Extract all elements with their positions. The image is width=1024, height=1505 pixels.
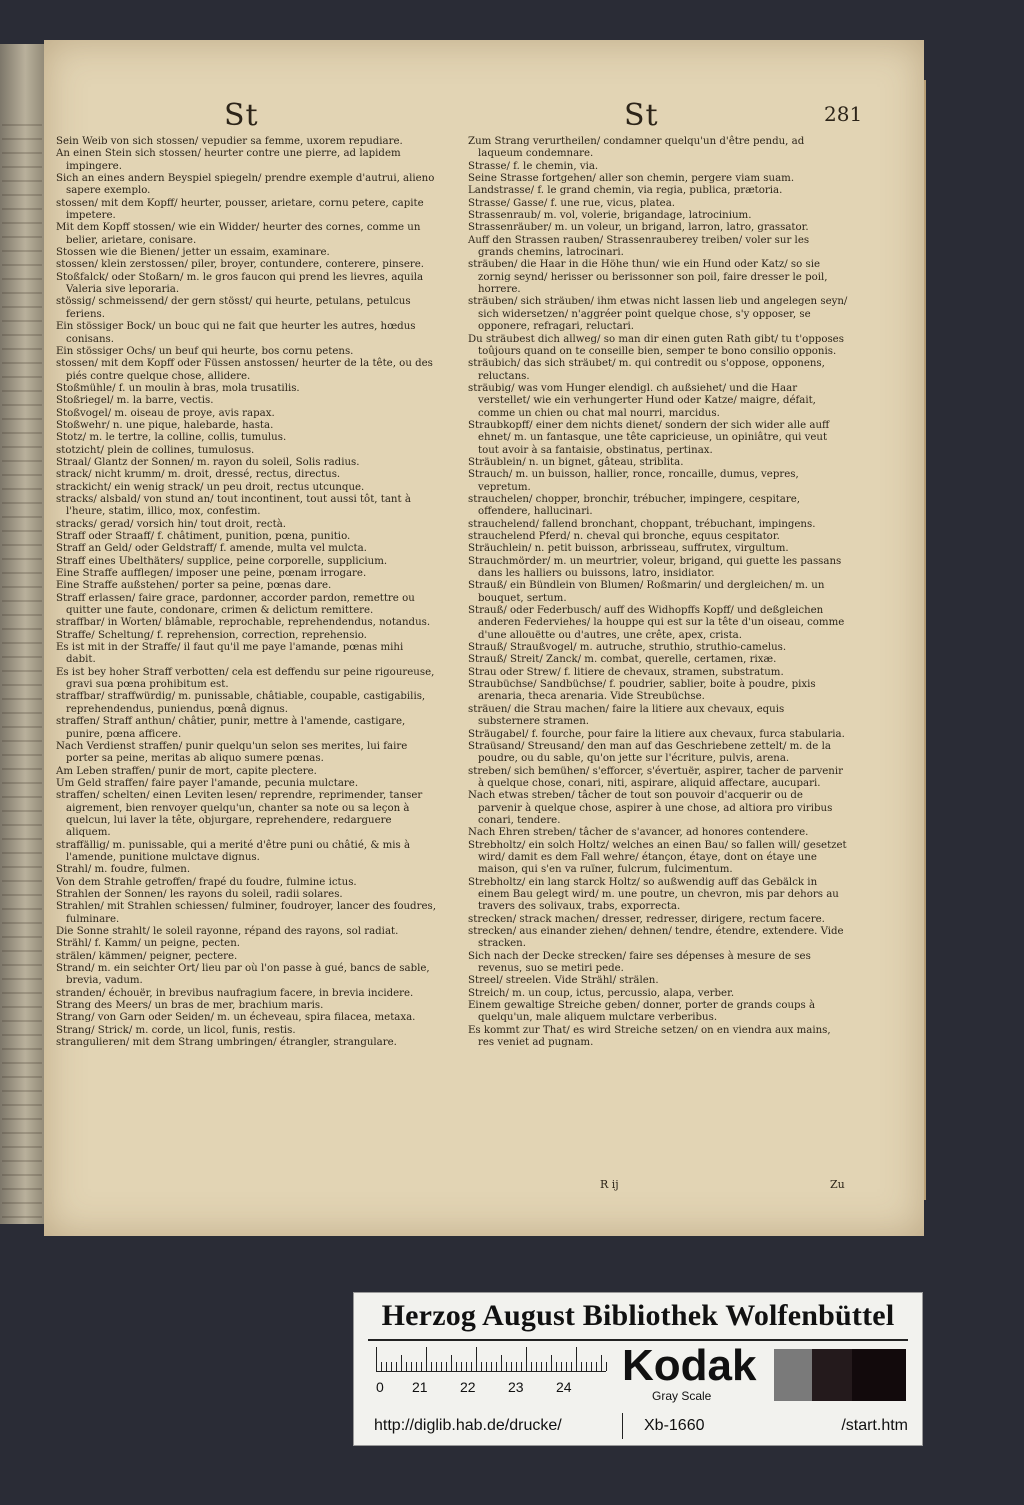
dictionary-entry: strangulieren/ mit dem Strang umbringen/ étrangler, strangulare.	[56, 1037, 397, 1049]
dictionary-entry: Streich/ m. un coup, ictus, percussio, alapa, verber.	[468, 987, 735, 999]
ruler-tick	[426, 1347, 427, 1371]
ruler-tick	[471, 1362, 472, 1371]
dictionary-entry: sträuen/ die Strau machen/ faire la litiere aux chevaux, equis substernere stramen.	[468, 703, 785, 728]
ruler-tick	[501, 1355, 502, 1371]
dictionary-entry: Mit dem Kopff stossen/ wie ein Widder/ heurter des cornes, comme un belier, arietare, conisare.	[56, 222, 421, 246]
gray-swatch-dark	[812, 1349, 852, 1401]
ruler-tick	[586, 1362, 587, 1371]
dictionary-entry: strälen/ kämmen/ peigner, pectere.	[56, 950, 238, 962]
dictionary-entry: Stoßfalck/ oder Stoßarn/ m. le gros faucon qui prend les lievres, aquila Valeria sive leporaria.	[56, 271, 424, 296]
ruler-tick	[396, 1362, 397, 1371]
dictionary-entry: Straff erlassen/ faire grace, pardonner, accorder pardon, remettre ou quitter une faute, condonare, crimen & delictum remittere.	[56, 592, 415, 617]
ruler-tick	[571, 1362, 572, 1371]
dictionary-entry: stracks/ gerad/ vorsich hin/ tout droit, rectà.	[56, 518, 287, 530]
ruler-tick	[391, 1362, 392, 1371]
dictionary-entry: Strauchmörder/ m. un meurtrier, voleur, brigand, qui guette les passans dans les halliers ou buissons, latro, insidiator.	[468, 555, 842, 580]
ruler-tick	[456, 1362, 457, 1371]
dictionary-entry: Strassenräuber/ m. un voleur, un brigand, larron, latro, grassator.	[468, 222, 809, 234]
dictionary-entry: Sein Weib von sich stossen/ vepudier sa femme, uxorem repudiare.	[56, 136, 403, 147]
ruler-tick	[596, 1362, 597, 1371]
ruler-tick	[481, 1362, 482, 1371]
ruler-tick	[381, 1362, 382, 1371]
dictionary-entry: Straffe/ Scheltung/ f. reprehension, correction, reprehensio.	[56, 629, 367, 641]
ruler-tick	[496, 1362, 497, 1371]
dictionary-entry: Sich nach der Decke strecken/ faire ses dépenses à mesure de ses revenus, suo se metiri pede.	[468, 950, 811, 975]
catchword: Zu	[830, 1178, 845, 1191]
ruler-tick	[491, 1362, 492, 1371]
dictionary-entry: Ein stössiger Bock/ un bouc qui ne fait que heurter les autres, hœdus conisans.	[56, 321, 416, 345]
dictionary-entry: Strebholtz/ ein lang starck Holtz/ so außwendig auff das Gebälck in einem Bau gelegt wird/ m. une poutre, un chevron, mis par dehors au travers des solivaux, trabs, exporrecta.	[468, 876, 839, 913]
dictionary-entry: Zum Strang verurtheilen/ condamner quelqu'un d'être pendu, ad laqueum condemnare.	[468, 136, 805, 160]
running-head-right: St	[624, 98, 659, 133]
dictionary-entry: Strang/ von Garn oder Seiden/ m. un écheveau, spira filacea, metaxa.	[56, 1012, 416, 1024]
dictionary-entry: straffbar/ in Worten/ blâmable, reprochable, reprehendendus, notandus.	[56, 617, 431, 629]
ruler-tick	[451, 1355, 452, 1371]
dictionary-entry: straffen/ schelten/ einen Leviten lesen/ reprendre, reprimender, tanser aigrement, bien renvoyer quelqu'un, chanter sa note ou sa leçon à quelcun, lui laver la tête, objurgare, reprehendere, redarguere aliquem.	[56, 790, 423, 839]
ruler-tick	[551, 1355, 552, 1371]
dictionary-entry: Von dem Strahle getroffen/ frapé du foudre, fulmine ictus.	[56, 876, 357, 888]
dictionary-entry: strauchelend Pferd/ n. cheval qui bronche, equus cespitator.	[468, 531, 780, 542]
dictionary-entry: Landstrasse/ f. le grand chemin, via regia, publica, prætoria.	[468, 185, 783, 197]
ruler-tick	[431, 1362, 432, 1371]
dictionary-entry: straffen/ Straff anthun/ châtier, punir, mettre à l'amende, castigare, punire, pœna afficere.	[56, 716, 406, 740]
scanned-page	[44, 40, 924, 1236]
ruler-tick	[606, 1362, 607, 1371]
dictionary-entry: Strauß/ Straußvogel/ m. autruche, struthio, struthio-camelus.	[468, 642, 787, 654]
ruler-tick	[541, 1362, 542, 1371]
dictionary-entry: Straüsand/ Streusand/ den man auf das Geschriebene zettelt/ m. de la poudre, ou du sable, qu'on jette sur l'écriture, pulvis, arena.	[468, 740, 831, 765]
ruler-tick	[556, 1362, 557, 1371]
ruler-tick	[576, 1347, 577, 1371]
dictionary-entry: stracks/ alsbald/ von stund an/ tout incontinent, tout aussi tôt, tant à l'heure, statim, illico, mox, confestim.	[56, 493, 411, 518]
ruler-tick	[421, 1362, 422, 1371]
ruler-tick	[521, 1362, 522, 1371]
dictionary-entry: Strand/ m. ein seichter Ort/ lieu par où l'on passe à gué, bancs de sable, brevia, vadum.	[56, 963, 430, 987]
dictionary-entry: Du sträubest dich allweg/ so man dir einen guten Rath gibt/ tu t'opposes toûjours quand on te conseille bien, semper te bono consilio opponis.	[468, 333, 844, 357]
dictionary-entry: stranden/ échouër, in brevibus naufragium facere, in brevia incidere.	[56, 987, 414, 999]
dictionary-entry: Strau oder Strew/ f. litiere de chevaux, stramen, substratum.	[468, 666, 784, 678]
kodak-target-card	[353, 1292, 923, 1446]
dictionary-entry: Es ist mit in der Straffe/ il faut qu'il me paye l'amande, pœnas mihi dabit.	[56, 642, 404, 666]
dictionary-entry: Strahl/ m. foudre, fulmen.	[56, 864, 191, 876]
dictionary-entry: Straff oder Straaff/ f. châtiment, punition, pœna, punitio.	[56, 531, 351, 542]
dictionary-entry: Ein stössiger Ochs/ un beuf qui heurte, bos cornu petens.	[56, 345, 354, 357]
dictionary-entry: Strähl/ f. Kamm/ un peigne, pecten.	[56, 938, 241, 950]
adjacent-page-edge	[0, 44, 46, 1224]
ruler-label: 24	[556, 1379, 572, 1395]
dictionary-entry: sträubig/ was vom Hunger elendigl. ch außsiehet/ und die Haar verstellet/ wie ein verhungerter Hund oder Katze/ maigre, défait, comme un chien ou chat mal nourri, marcidus.	[468, 382, 816, 419]
dictionary-entry: Es kommt zur That/ es wird Streiche setzen/ on en viendra aux mains, res veniet ad pugnam.	[468, 1024, 831, 1049]
start-path: /start.htm	[841, 1417, 908, 1434]
dictionary-entry: Um Geld straffen/ faire payer l'amande, pecunia mulctare.	[56, 777, 359, 789]
dictionary-entry: Strauß/ ein Bündlein von Blumen/ Roßmarin/ und dergleichen/ m. un bouquet, sertum.	[468, 580, 825, 604]
ruler-tick	[516, 1362, 517, 1371]
dictionary-entry: strack/ nicht krumm/ m. droit, dressé, rectus, directus.	[56, 469, 341, 481]
dictionary-entry: Stotz/ m. le tertre, la colline, collis, tumulus.	[56, 432, 287, 444]
url-separator	[622, 1413, 623, 1439]
dictionary-entry: Strahlen/ mit Strahlen schiessen/ fulminer, foudroyer, lancer des foudres, fulminare.	[56, 901, 436, 925]
dictionary-entry: Stoßwehr/ n. une pique, halebarde, hasta.	[56, 419, 274, 431]
dictionary-entry: Auff den Strassen rauben/ Strassenrauberey treiben/ voler sur les grands chemins, latrocinari.	[468, 234, 810, 259]
ruler-label: 0	[376, 1379, 384, 1395]
dictionary-entry: Strang/ Strick/ m. corde, un licol, funis, restis.	[56, 1024, 296, 1036]
dictionary-entry: Nach etwas streben/ tâcher de tout son pouvoir d'acquerir ou de parvenir à quelque chose, aspirer à une chose, ad altiora pro viribus conari, tendere.	[468, 790, 833, 826]
dictionary-entry: Es ist bey hoher Straff verbotten/ cela est deffendu sur peine rigoureuse, gravi sua pœna prohibitum est.	[56, 666, 435, 691]
dictionary-entry: Strahlen der Sonnen/ les rayons du soleil, radii solares.	[56, 888, 343, 900]
dictionary-entry: Sträugabel/ f. fourche, pour faire la litiere aux chevaux, furca stabularia.	[468, 728, 845, 740]
url-bar	[354, 1405, 922, 1445]
dictionary-entry: stossen/ klein zerstossen/ piler, broyer, contundere, conterere, pinsere.	[56, 259, 425, 271]
ruler-tick	[476, 1347, 477, 1371]
ruler-tick	[461, 1362, 462, 1371]
gray-swatch-black	[852, 1349, 906, 1401]
gray-swatch-mid	[774, 1349, 812, 1401]
dictionary-entry: Einem gewaltige Streiche geben/ donner, porter de grands coups à quelqu'un, male aliquem mulctare verberibus.	[468, 1000, 816, 1024]
dictionary-entry: Strauch/ m. un buisson, hallier, ronce, roncaille, dumus, vepres, vepretum.	[468, 469, 799, 493]
left-column	[56, 136, 436, 1049]
dictionary-entry: Stoßmühle/ f. un moulin à bras, mola trusatilis.	[56, 382, 300, 394]
ruler-labels	[376, 1379, 616, 1395]
dictionary-entry: strecken/ strack machen/ dresser, redresser, dirigere, rectum facere.	[468, 913, 825, 925]
dictionary-entry: Nach Verdienst straffen/ punir quelqu'un selon ses merites, lui faire porter sa peine, meritas ab aliquo sumere pœnas.	[56, 740, 408, 765]
ruler-tick	[466, 1362, 467, 1371]
dictionary-entry: straffällig/ m. punissable, qui a merité d'être puni ou châtié, & mis à l'amende, punitione mulctave dignus.	[56, 839, 411, 863]
adjacent-page-text	[2, 124, 42, 1224]
ruler-label: 22	[460, 1379, 476, 1395]
dictionary-entry: Eine Straffe außstehen/ porter sa peine, pœnas dare.	[56, 580, 332, 592]
ruler-tick	[441, 1362, 442, 1371]
ruler-tick	[531, 1362, 532, 1371]
dictionary-entry: Sich an eines andern Beyspiel spiegeln/ prendre exemple d'autrui, alieno sapere exemplo.	[56, 173, 435, 197]
dictionary-entry: Streel/ streelen. Vide Strähl/ strälen.	[468, 975, 659, 987]
dictionary-entry: Straubüchse/ Sandbüchse/ f. poudrier, sablier, boite à poudre, pixis arenaria, theca arenaria. Vide Streubüchse.	[468, 679, 816, 703]
dictionary-entry: Straubkopff/ einer dem nichts dienet/ sondern der sich wider alle auff ehnet/ m. un fantasque, une tête capricieuse, un opiniâtre, qui veut tout avoir à sa fantaisie, obstinatus, pertinax.	[468, 419, 830, 456]
running-head-left: St	[224, 98, 259, 133]
ruler-tick	[386, 1362, 387, 1371]
kodak-logo: Kodak	[622, 1341, 757, 1390]
ruler-tick	[581, 1362, 582, 1371]
ruler-tick	[506, 1362, 507, 1371]
dictionary-entry: strauchelend/ fallend bronchant, choppant, trébuchant, impingens.	[468, 518, 816, 530]
dictionary-entry: Eine Straffe aufflegen/ imposer une peine, pœnam irrogare.	[56, 568, 367, 580]
dictionary-entry: stotzicht/ plein de collines, tumulosus.	[56, 444, 255, 456]
dictionary-entry: Strasse/ f. le chemin, via.	[468, 160, 599, 172]
dictionary-entry: stossen/ mit dem Kopff/ heurter, pousser, arietare, cornu petere, capite impetere.	[56, 197, 424, 222]
dictionary-entry: Strassenraub/ m. vol, volerie, brigandage, latrocinium.	[468, 210, 752, 222]
source-url: http://diglib.hab.de/drucke/	[374, 1417, 562, 1434]
dictionary-entry: Straff an Geld/ oder Geldstraff/ f. amende, multa vel mulcta.	[56, 543, 367, 555]
ruler-tick	[526, 1347, 527, 1371]
dictionary-entry: streben/ sich bemühen/ s'efforcer, s'évertuër, aspirer, tacher de parvenir à quelque chose, conari, niti, aspirare, aliquid affectare, aucupari.	[468, 765, 843, 789]
ruler-tick	[416, 1362, 417, 1371]
dictionary-entry: strackicht/ ein wenig strack/ un peu droit, rectus utcunque.	[56, 481, 365, 493]
right-column	[468, 136, 848, 1049]
dictionary-entry: sträuben/ sich sträuben/ ihm etwas nicht lassen lieb und angelegen seyn/ sich widersetzen/ n'aggréer point quelque chose, s'y opposer, se opponere, refragari, reluctari.	[468, 296, 848, 333]
ruler-scale	[376, 1345, 606, 1372]
dictionary-entry: Strauß/ Streit/ Zanck/ m. combat, querelle, certamen, rixæ.	[468, 654, 777, 666]
dictionary-entry: stossen/ mit dem Kopff oder Füssen anstossen/ heurter de la tête, ou des piés contre quelque chose, allidere.	[56, 358, 433, 382]
ruler-tick	[591, 1362, 592, 1371]
ruler-label: 21	[412, 1379, 428, 1395]
ruler-label: 23	[508, 1379, 524, 1395]
dictionary-entry: strecken/ aus einander ziehen/ dehnen/ tendre, étendre, extendere. Vide stracken.	[468, 926, 844, 950]
dictionary-entry: sträubich/ das sich sträubet/ m. qui contredit ou s'oppose, opponens, reluctans.	[468, 358, 825, 382]
ruler-tick	[511, 1362, 512, 1371]
ruler-tick	[446, 1362, 447, 1371]
dictionary-entry: stössig/ schmeissend/ der gern stösst/ qui heurte, petulans, petulcus feriens.	[56, 296, 411, 320]
dictionary-entry: Stoßvogel/ m. oiseau de proye, avis rapax.	[56, 407, 275, 419]
dictionary-entry: sträuben/ die Haar in die Höhe thun/ wie ein Hund oder Katz/ so sie zornig seynd/ herisser ou berissonner son poil, faire dresser le poil, horrere.	[468, 259, 828, 296]
ruler-tick	[561, 1362, 562, 1371]
dictionary-entry: Nach Ehren streben/ tâcher de s'avancer, ad honores contendere.	[468, 827, 809, 839]
ruler-tick	[411, 1362, 412, 1371]
ruler-tick	[406, 1362, 407, 1371]
dictionary-entry: straffbar/ straffwürdig/ m. punissable, châtiable, coupable, castigabilis, reprehendendus, puniendus, pœnâ dignus.	[56, 691, 426, 715]
shelfmark: Xb-1660	[644, 1417, 705, 1434]
ruler-tick	[546, 1362, 547, 1371]
ruler-tick	[376, 1347, 377, 1371]
ruler-tick	[536, 1362, 537, 1371]
dictionary-entry: Am Leben straffen/ punir de mort, capite plectere.	[56, 765, 317, 777]
dictionary-entry: Strebholtz/ ein solch Holtz/ welches an einen Bau/ so fallen will/ gesetzet wird/ damit es dem Fall wehre/ étançon, étaye, dont on étaye une maison, qui s'en va ruïner, fulcrum, fulcimentum.	[468, 839, 847, 876]
dictionary-entry: strauchelen/ chopper, bronchir, trébucher, impingere, cespitare, offendere, hallucinari.	[468, 493, 801, 518]
ruler-tick	[566, 1362, 567, 1371]
dictionary-entry: Straal/ Glantz der Sonnen/ m. rayon du soleil, Solis radius.	[56, 456, 360, 468]
dictionary-entry: Sträuchlein/ n. petit buisson, arbrisseau, suffrutex, virgultum.	[468, 543, 789, 555]
page-number: 281	[824, 102, 863, 126]
dictionary-entry: Die Sonne strahlt/ le soleil rayonne, répand des rayons, sol radiat.	[56, 926, 399, 937]
library-name: Herzog August Bibliothek Wolfenbüttel	[381, 1299, 895, 1332]
dictionary-entry: Seine Strasse fortgehen/ aller son chemin, pergere viam suam.	[468, 173, 795, 185]
gray-scale-label: Gray Scale	[652, 1389, 712, 1403]
dictionary-entry: Stoßriegel/ m. la barre, vectis.	[56, 395, 214, 407]
ruler-tick	[401, 1355, 402, 1371]
dictionary-entry: An einen Stein sich stossen/ heurter contre une pierre, ad lapidem impingere.	[56, 148, 401, 172]
dictionary-entry: Sträublein/ n. un bignet, gâteau, striblita.	[468, 456, 684, 468]
dictionary-entry: Strasse/ Gasse/ f. une rue, vicus, platea.	[468, 197, 676, 209]
ruler-tick	[436, 1362, 437, 1371]
dictionary-entry: Stossen wie die Bienen/ jetter un essaim, examinare.	[56, 247, 330, 259]
signature-mark: R ij	[600, 1178, 619, 1191]
ruler-tick	[601, 1355, 602, 1371]
ruler-tick	[486, 1362, 487, 1371]
dictionary-entry: Strauß/ oder Federbusch/ auff des Widhopffs Kopff/ und deßgleichen anderen Federviehes/ la houppe qui est sur la tête d'un oiseau, comme d'une allouëtte ou d'autres, une crête, apex, crista.	[468, 605, 845, 641]
dictionary-entry: Straff eines Ubelthäters/ supplice, peine corporelle, supplicium.	[56, 555, 388, 567]
dictionary-entry: Strang des Meers/ un bras de mer, brachium maris.	[56, 1000, 324, 1012]
